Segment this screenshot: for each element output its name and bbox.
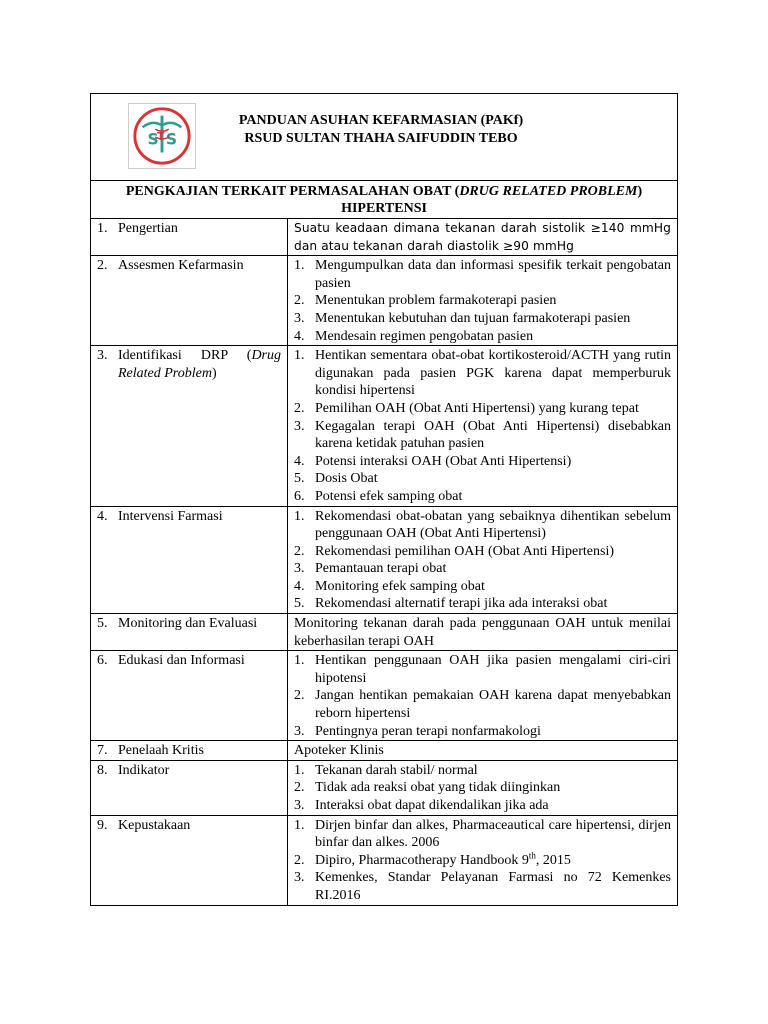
row-content-cell bbox=[288, 506, 678, 614]
list-item: 3. Kegagalan terapi OAH (Obat Anti Hipertensi) disebabkan karena ketidak patuhan pasien bbox=[294, 418, 671, 452]
table-row bbox=[91, 256, 677, 346]
row-content-cell bbox=[288, 614, 678, 651]
drp-table bbox=[91, 219, 677, 905]
table-row bbox=[91, 760, 677, 815]
list-item: 1. Hentikan sementara obat-obat kortikosteroid/ACTH yang rutin digunakan pada pasien PGK karena dapat memperburuk kondisi hipertensi bbox=[294, 348, 671, 399]
list-item: 2. Menentukan problem farmakoterapi pasien bbox=[294, 293, 557, 309]
row-number: 4. bbox=[97, 508, 108, 524]
list-item: 2. Pemilihan OAH (Obat Anti Hipertensi) yang kurang tepat bbox=[294, 400, 639, 416]
row-text: Apoteker Klinis bbox=[294, 743, 384, 759]
list-item: 2. Jangan hentikan pemakaian OAH karena dapat menyebabkan reborn hipertensi bbox=[294, 688, 671, 722]
row-content-cell bbox=[288, 219, 678, 256]
list-item: 3. Pemantauan terapi obat bbox=[294, 561, 447, 577]
numbered-list bbox=[294, 508, 671, 614]
row-label-cell bbox=[91, 346, 288, 506]
header-title bbox=[231, 112, 531, 148]
table-row bbox=[91, 614, 677, 651]
subtitle-line1 bbox=[99, 183, 669, 200]
row-label-cell bbox=[91, 651, 288, 741]
list-item: 1. Hentikan penggunaan OAH jika pasien mengalami ciri-ciri hipotensi bbox=[294, 653, 671, 686]
list-item: 3. Kemenkes, Standar Pelayanan Farmasi no 72 Kemenkes RI.2016 bbox=[294, 870, 671, 903]
list-item: 2. Dipiro, Pharmacotherapy Handbook 9th, 2015 bbox=[294, 850, 571, 868]
row-number: 7. bbox=[97, 743, 108, 759]
row-label: Kepustakaan bbox=[118, 817, 191, 833]
svg-text:T: T bbox=[157, 129, 165, 143]
table-row bbox=[91, 741, 677, 761]
row-number: 1. bbox=[97, 221, 108, 236]
row-label-cell bbox=[91, 614, 288, 651]
list-item: 2. Rekomendasi pemilihan OAH (Obat Anti Hipertensi) bbox=[294, 543, 614, 559]
row-label: Indikator bbox=[118, 762, 170, 778]
list-item: 3. Menentukan kebutuhan dan tujuan farmakoterapi pasien bbox=[294, 310, 631, 326]
row-number: 9. bbox=[97, 817, 108, 833]
list-item: 1. Mengumpulkan data dan informasi spesifik terkait pengobatan pasien bbox=[294, 258, 671, 291]
list-item: 4. Mendesain regimen pengobatan pasien bbox=[294, 328, 534, 344]
list-item: 3. Pentingnya peran terapi nonfarmakologi bbox=[294, 723, 541, 739]
row-content-cell bbox=[288, 741, 678, 761]
row-label: Penelaah Kritis bbox=[118, 743, 204, 759]
row-number: 6. bbox=[97, 653, 108, 669]
subtitle-part2: ) bbox=[637, 184, 643, 199]
row-number: 2. bbox=[97, 258, 108, 274]
list-item: 3. Interaksi obat dapat dikendalikan jika ada bbox=[294, 798, 549, 813]
numbered-list bbox=[294, 257, 671, 345]
numbered-list bbox=[294, 652, 671, 740]
subtitle-italic: DRUG RELATED PROBLEM bbox=[459, 184, 638, 199]
subtitle-line2: HIPERTENSI bbox=[341, 201, 427, 216]
list-item: 1. Tekanan darah stabil/ normal bbox=[294, 762, 478, 778]
list-item: 4. Monitoring efek samping obat bbox=[294, 578, 485, 594]
row-label-cell bbox=[91, 760, 288, 815]
table-row bbox=[91, 346, 677, 506]
header-title-line1: PANDUAN ASUHAN KEFARMASIAN (PAKf) bbox=[238, 113, 524, 128]
svg-text:S: S bbox=[147, 130, 159, 149]
row-label-cell bbox=[91, 741, 288, 761]
row-number: 5. bbox=[97, 616, 108, 632]
svg-text:S: S bbox=[165, 130, 178, 149]
table-row bbox=[91, 651, 677, 741]
list-item: 2. Tidak ada reaksi obat yang tidak diinginkan bbox=[294, 780, 561, 796]
row-content-cell bbox=[288, 815, 678, 904]
row-label: Assesmen Kefarmasin bbox=[118, 258, 244, 274]
table-row bbox=[91, 219, 677, 256]
document-header bbox=[91, 94, 677, 181]
list-item: 5. Rekomendasi alternatif terapi jika ada interaksi obat bbox=[294, 596, 608, 612]
row-text: Monitoring tekanan darah pada penggunaan OAH untuk menilai keberhasilan terapi OAH bbox=[294, 616, 671, 649]
numbered-list bbox=[294, 762, 671, 815]
row-label-cell bbox=[91, 506, 288, 614]
section-subtitle bbox=[91, 181, 677, 219]
table-row bbox=[91, 506, 677, 614]
row-content-cell bbox=[288, 256, 678, 346]
row-content-cell bbox=[288, 760, 678, 815]
list-item: 4. Potensi interaksi OAH (Obat Anti Hipertensi) bbox=[294, 453, 572, 469]
row-content-cell bbox=[288, 651, 678, 741]
guideline-document bbox=[90, 93, 678, 906]
list-item: 1. Dirjen binfar dan alkes, Pharmaceautical care hipertensi, dirjen binfar dan alkes. 2006 bbox=[294, 817, 671, 851]
row-number: 8. bbox=[97, 762, 108, 778]
row-label: Identifikasi DRP (Drug Related Problem) bbox=[118, 348, 281, 381]
row-label: Intervensi Farmasi bbox=[118, 508, 223, 524]
row-label-cell bbox=[91, 815, 288, 904]
row-label: Pengertian bbox=[118, 221, 178, 236]
row-number: 3. bbox=[97, 348, 108, 364]
row-label-cell bbox=[91, 256, 288, 346]
subtitle-part1: PENGKAJIAN TERKAIT PERMASALAHAN OBAT ( bbox=[125, 184, 460, 199]
row-text: Suatu keadaan dimana tekanan darah sistolik ≥140 mmHg dan atau tekanan darah diastolik ≥90 mmHg bbox=[294, 221, 671, 253]
list-item: 1. Rekomendasi obat-obatan yang sebaiknya dihentikan sebelum penggunaan OAH (Obat Anti Hipertensi) bbox=[294, 508, 671, 542]
caduceus-logo-icon bbox=[128, 103, 196, 169]
row-label: Monitoring dan Evaluasi bbox=[118, 616, 258, 632]
numbered-list bbox=[294, 347, 671, 505]
list-item: 6. Potensi efek samping obat bbox=[294, 488, 463, 504]
list-item: 5. Dosis Obat bbox=[294, 471, 378, 487]
header-title-line2: RSUD SULTAN THAHA SAIFUDDIN TEBO bbox=[244, 131, 518, 146]
table-row bbox=[91, 815, 677, 904]
row-label-cell bbox=[91, 219, 288, 256]
row-label: Edukasi dan Informasi bbox=[118, 653, 245, 669]
row-content-cell bbox=[288, 346, 678, 506]
numbered-list bbox=[294, 817, 671, 905]
